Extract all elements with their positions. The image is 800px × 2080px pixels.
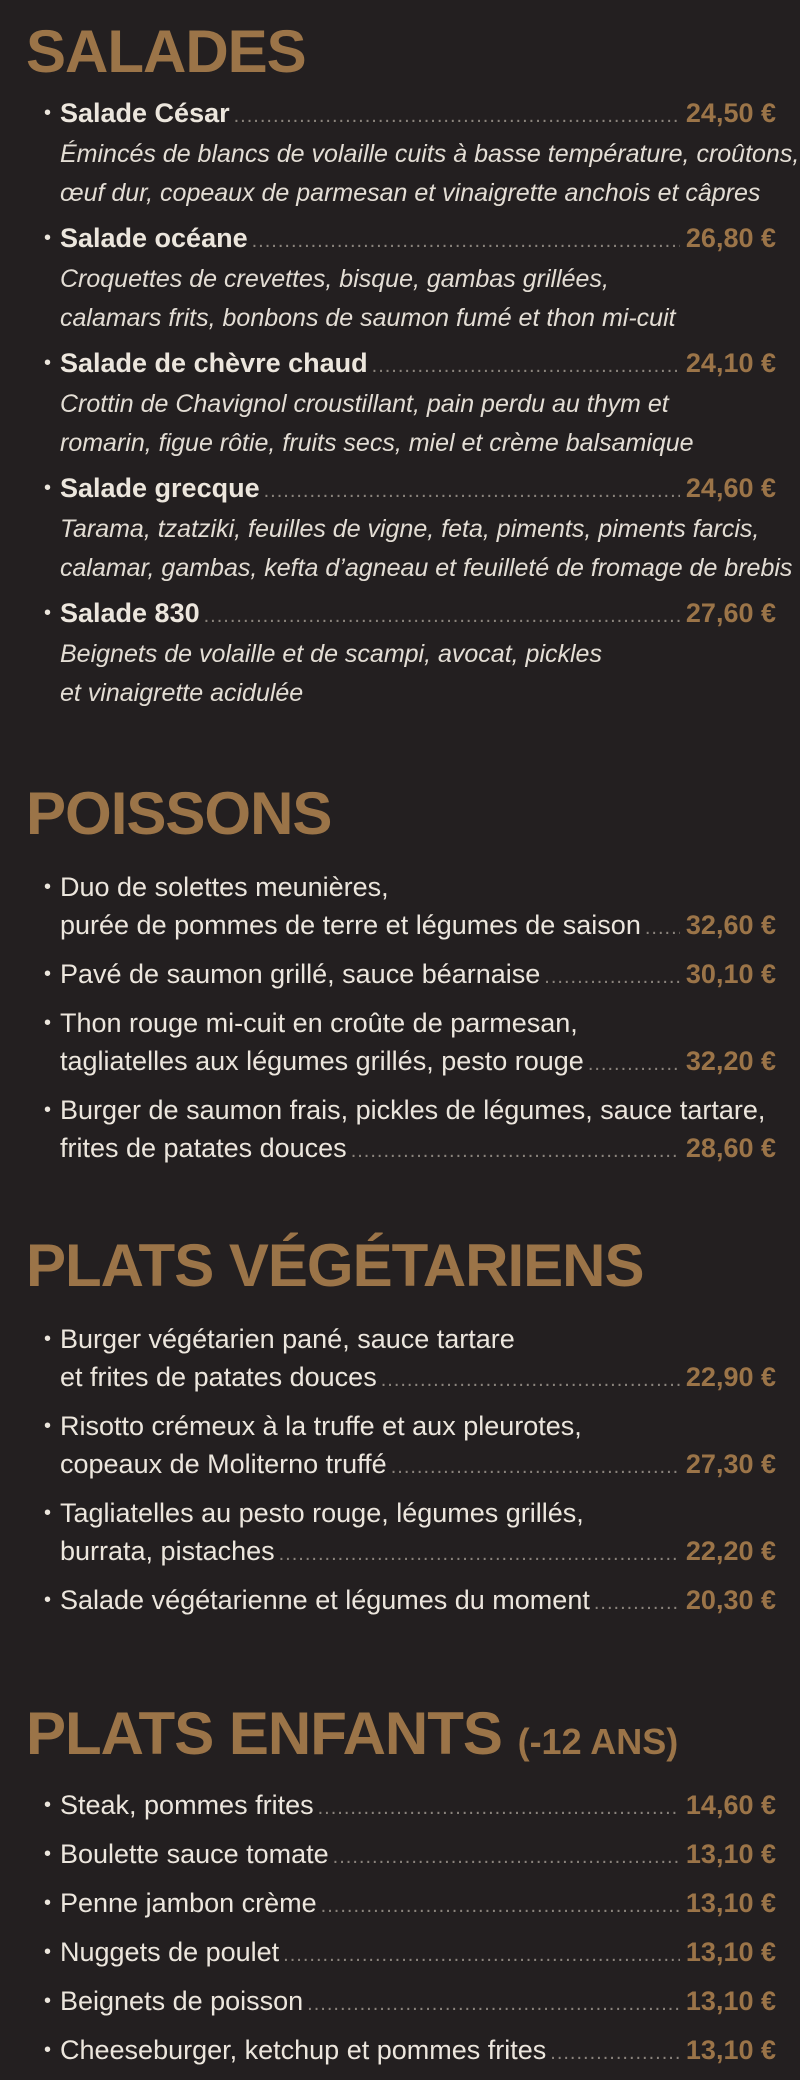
item-name-line: Burger de saumon frais, pickles de légumes, sauce tartare, bbox=[60, 1095, 766, 1125]
bullet: • bbox=[44, 1012, 52, 1034]
bullet: • bbox=[44, 963, 52, 985]
item-row bbox=[60, 1581, 776, 1622]
item-name: Salade 830 bbox=[60, 598, 200, 628]
item-name-line: Thon rouge mi-cuit en croûte de parmesan, bbox=[60, 1008, 578, 1038]
item-name: frites de patates douces bbox=[60, 1133, 347, 1163]
item-row bbox=[60, 906, 776, 947]
item-row bbox=[60, 1445, 776, 1486]
item-price: 22,20 € bbox=[685, 1536, 776, 1566]
item-price: 13,10 € bbox=[685, 1888, 776, 1918]
leader-dots bbox=[333, 1838, 680, 1876]
menu-item bbox=[26, 94, 800, 213]
item-row bbox=[60, 1835, 776, 1876]
bullet: • bbox=[44, 477, 52, 499]
menu-item bbox=[26, 594, 776, 713]
menu-item bbox=[26, 868, 776, 947]
menu-item bbox=[26, 469, 793, 588]
item-row bbox=[60, 955, 776, 996]
item-description: Émincés de blancs de volaille cuits à basse température, croûtons, bbox=[60, 140, 800, 168]
item-price: 32,60 € bbox=[685, 910, 776, 940]
item-name: Boulette sauce tomate bbox=[60, 1839, 329, 1869]
menu-item bbox=[26, 219, 776, 338]
item-price: 27,30 € bbox=[685, 1449, 776, 1479]
bullet: • bbox=[44, 602, 52, 624]
leader-dots bbox=[391, 1448, 680, 1486]
item-row bbox=[60, 1982, 776, 2023]
section-vegetariens bbox=[26, 1232, 776, 1630]
menu-item bbox=[26, 1004, 776, 1083]
menu-item bbox=[26, 1884, 776, 1925]
bullet: • bbox=[44, 1843, 52, 1865]
item-price: 32,20 € bbox=[685, 1046, 776, 1076]
item-name-line: Burger végétarien pané, sauce tartare bbox=[60, 1324, 515, 1354]
section-enfants bbox=[26, 1700, 776, 2080]
item-price: 24,50 € bbox=[685, 98, 776, 128]
bullet: • bbox=[44, 227, 52, 249]
menu-item bbox=[26, 344, 776, 463]
age-restriction-label: (-12 ANS) bbox=[517, 1721, 679, 1762]
leader-dots bbox=[594, 1584, 680, 1622]
leader-dots bbox=[279, 1535, 680, 1573]
item-name: Nuggets de poulet bbox=[60, 1937, 280, 1967]
item-row bbox=[60, 1129, 776, 1170]
bullet: • bbox=[44, 1892, 52, 1914]
section-title-enfants bbox=[26, 1700, 776, 1767]
item-name: Cheeseburger, ketchup et pommes frites bbox=[60, 2035, 547, 2065]
item-name: Salade César bbox=[60, 98, 230, 128]
item-price: 22,90 € bbox=[685, 1362, 776, 1392]
item-name: Salade de chèvre chaud bbox=[60, 348, 368, 378]
menu-item bbox=[26, 955, 776, 996]
bullet: • bbox=[44, 1328, 52, 1350]
leader-dots bbox=[318, 1789, 680, 1827]
menu-item bbox=[26, 1494, 776, 1573]
leader-dots bbox=[204, 597, 680, 635]
item-name: Steak, pommes frites bbox=[60, 1790, 314, 1820]
bullet: • bbox=[44, 1099, 52, 1121]
salades-list bbox=[26, 94, 800, 713]
menu-item bbox=[26, 2031, 776, 2072]
item-price: 20,30 € bbox=[685, 1585, 776, 1615]
leader-dots bbox=[321, 1887, 680, 1925]
leader-dots bbox=[381, 1361, 680, 1399]
item-name: tagliatelles aux légumes grillés, pesto rouge bbox=[60, 1046, 584, 1076]
bullet: • bbox=[44, 876, 52, 898]
bullet: • bbox=[44, 1990, 52, 2012]
bullet: • bbox=[44, 1415, 52, 1437]
item-price: 13,10 € bbox=[685, 2035, 776, 2065]
item-row bbox=[60, 594, 776, 635]
item-name: Penne jambon crème bbox=[60, 1888, 317, 1918]
item-row bbox=[60, 1042, 776, 1083]
section-salades bbox=[26, 18, 800, 719]
item-name-line: Tagliatelles au pesto rouge, légumes grillés, bbox=[60, 1498, 584, 1528]
bullet: • bbox=[44, 1794, 52, 1816]
item-name-line: Duo de solettes meunières, bbox=[60, 872, 389, 902]
section-poissons bbox=[26, 780, 776, 1178]
bullet: • bbox=[44, 102, 52, 124]
item-description: et vinaigrette acidulée bbox=[60, 679, 304, 707]
leader-dots bbox=[264, 472, 680, 510]
bullet: • bbox=[44, 1502, 52, 1524]
leader-dots bbox=[645, 909, 680, 947]
item-price: 14,60 € bbox=[685, 1790, 776, 1820]
item-row bbox=[60, 1786, 776, 1827]
item-row bbox=[60, 94, 776, 135]
item-price: 24,10 € bbox=[685, 348, 776, 378]
leader-dots bbox=[351, 1132, 680, 1170]
bullet: • bbox=[44, 1589, 52, 1611]
item-price: 26,80 € bbox=[685, 223, 776, 253]
item-price: 27,60 € bbox=[685, 598, 776, 628]
item-description: Beignets de volaille et de scampi, avocat, pickles bbox=[60, 640, 602, 668]
item-price: 13,10 € bbox=[685, 1937, 776, 1967]
menu-item bbox=[26, 1982, 776, 2023]
menu-item bbox=[26, 1091, 776, 1170]
leader-dots bbox=[550, 2034, 680, 2072]
item-name: Salade grecque bbox=[60, 473, 260, 503]
bullet: • bbox=[44, 2039, 52, 2061]
item-name: purée de pommes de terre et légumes de saison bbox=[60, 910, 641, 940]
item-description: œuf dur, copeaux de parmesan et vinaigrette anchois et câpres bbox=[60, 179, 761, 207]
item-row bbox=[60, 2031, 776, 2072]
menu-item bbox=[26, 1320, 776, 1399]
item-row bbox=[60, 1532, 776, 1573]
item-row bbox=[60, 344, 776, 385]
item-name: burrata, pistaches bbox=[60, 1536, 275, 1566]
item-description: romarin, figue rôtie, fruits secs, miel et crème balsamique bbox=[60, 429, 694, 457]
item-description: calamar, gambas, kefta d’agneau et feuilleté de fromage de brebis bbox=[60, 554, 793, 582]
vegetariens-list bbox=[26, 1320, 776, 1622]
item-price: 24,60 € bbox=[685, 473, 776, 503]
section-title-enfants-text: PLATS ENFANTS bbox=[26, 1700, 502, 1767]
section-title-poissons: POISSONS bbox=[26, 780, 332, 847]
item-price: 28,60 € bbox=[685, 1133, 776, 1163]
item-row bbox=[60, 219, 776, 260]
bullet: • bbox=[44, 1941, 52, 1963]
item-name: Pavé de saumon grillé, sauce béarnaise bbox=[60, 959, 541, 989]
item-row bbox=[60, 1933, 776, 1974]
item-description: calamars frits, bonbons de saumon fumé et thon mi-cuit bbox=[60, 304, 676, 332]
item-name-line: Risotto crémeux à la truffe et aux pleurotes, bbox=[60, 1411, 582, 1441]
item-row bbox=[60, 1358, 776, 1399]
item-price: 13,10 € bbox=[685, 1986, 776, 2016]
leader-dots bbox=[283, 1936, 680, 1974]
leader-dots bbox=[372, 347, 680, 385]
menu-item bbox=[26, 1835, 776, 1876]
menu-item bbox=[26, 1786, 776, 1827]
leader-dots bbox=[307, 1985, 680, 2023]
poissons-list bbox=[26, 868, 776, 1170]
item-name: Salade végétarienne et légumes du moment bbox=[60, 1585, 590, 1615]
item-name: et frites de patates douces bbox=[60, 1362, 377, 1392]
item-name: copeaux de Moliterno truffé bbox=[60, 1449, 387, 1479]
section-title-vegetariens: PLATS VÉGÉTARIENS bbox=[26, 1232, 644, 1299]
item-row bbox=[60, 469, 776, 510]
leader-dots bbox=[544, 958, 680, 996]
leader-dots bbox=[252, 222, 680, 260]
item-price: 13,10 € bbox=[685, 1839, 776, 1869]
item-name: Salade océane bbox=[60, 223, 248, 253]
item-name: Beignets de poisson bbox=[60, 1986, 304, 2016]
item-description: Croquettes de crevettes, bisque, gambas grillées, bbox=[60, 265, 609, 293]
item-row bbox=[60, 1884, 776, 1925]
item-description: Tarama, tzatziki, feuilles de vigne, feta, piments, piments farcis, bbox=[60, 515, 760, 543]
menu-item bbox=[26, 1933, 776, 1974]
section-title-salades: SALADES bbox=[26, 18, 306, 85]
menu-item bbox=[26, 1407, 776, 1486]
menu-item bbox=[26, 1581, 776, 1622]
item-description: Crottin de Chavignol croustillant, pain perdu au thym et bbox=[60, 390, 669, 418]
enfants-list bbox=[26, 1786, 776, 2072]
bullet: • bbox=[44, 352, 52, 374]
leader-dots bbox=[234, 97, 680, 135]
item-price: 30,10 € bbox=[685, 959, 776, 989]
leader-dots bbox=[588, 1045, 680, 1083]
